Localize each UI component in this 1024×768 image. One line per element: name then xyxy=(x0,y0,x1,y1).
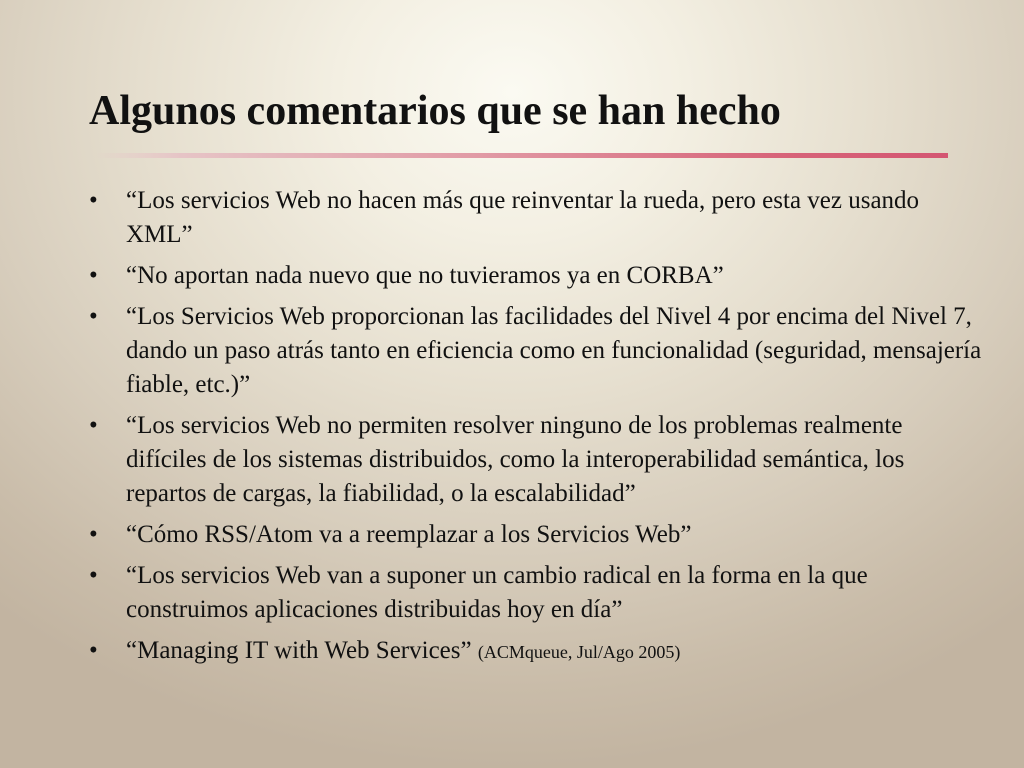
bullet-item xyxy=(89,518,989,552)
bullet-text: “No aportan nada nuevo que no tuvieramos ya en CORBA” xyxy=(126,262,724,289)
bullet-text: “Cómo RSS/Atom va a reemplazar a los Servicios Web” xyxy=(126,521,692,548)
bullet-dot-icon: • xyxy=(89,521,98,548)
bullet-text: “Los servicios Web no hacen más que reinventar la rueda, pero esta vez usando XML” xyxy=(126,187,920,248)
slide-title: Algunos comentarios que se han hecho xyxy=(89,88,781,134)
bullet-dot-icon: • xyxy=(89,303,98,330)
bullet-text: “Los Servicios Web proporcionan las facilidades del Nivel 4 por encima del Nivel 7, dando un paso atrás tanto en eficiencia como en funcionalidad (seguridad, mensajería fiable, etc.)” xyxy=(126,303,982,398)
bullet-item xyxy=(89,300,989,402)
bullet-list xyxy=(89,184,989,676)
bullet-citation: (ACMqueue, Jul/Ago 2005) xyxy=(477,642,681,662)
bullet-item xyxy=(89,409,989,511)
bullet-item xyxy=(89,184,989,252)
bullet-item xyxy=(89,259,989,293)
bullet-dot-icon: • xyxy=(89,187,98,214)
bullet-text: “Los servicios Web no permiten resolver ninguno de los problemas realmente difíciles de los sistemas distribuidos, como la interoperabilidad semántica, los repartos de cargas, la fiabilidad, o la escalabilidad” xyxy=(126,412,905,507)
bullet-dot-icon: • xyxy=(89,562,98,589)
bullet-item xyxy=(89,559,989,627)
bullet-dot-icon: • xyxy=(89,412,98,439)
bullet-text: “Managing IT with Web Services” xyxy=(126,637,472,664)
title-underline-rule xyxy=(96,153,948,158)
bullet-dot-icon: • xyxy=(89,262,98,289)
bullet-dot-icon: • xyxy=(89,637,98,664)
bullet-text: “Los servicios Web van a suponer un cambio radical en la forma en la que construimos aplicaciones distribuidas hoy en día” xyxy=(126,562,868,623)
bullet-item xyxy=(89,634,989,669)
